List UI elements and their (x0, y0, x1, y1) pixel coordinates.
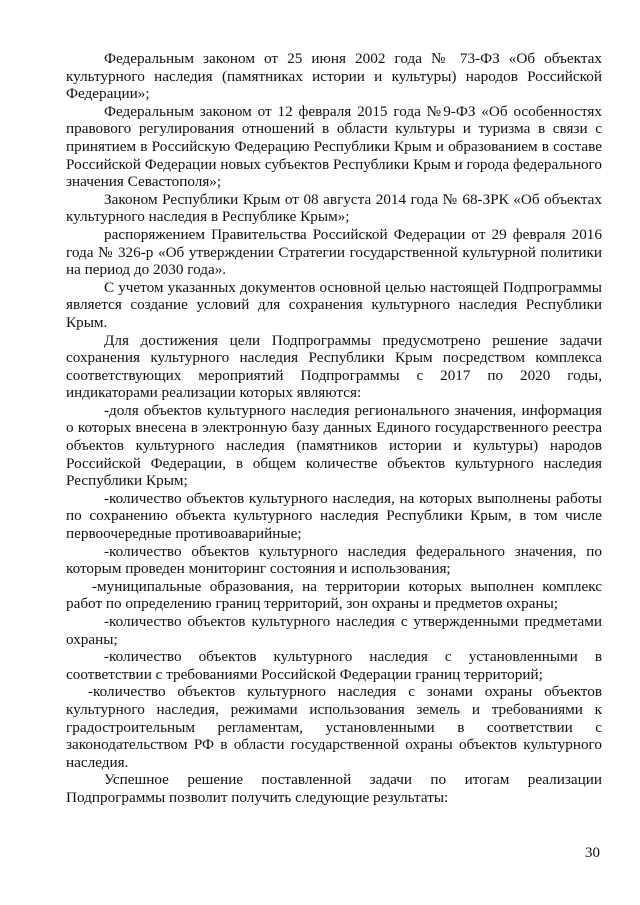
paragraph-federal-law-9fz: Федеральным законом от 12 февраля 2015 года №9-ФЗ «Об особенностях правового регулирования отношений в области культуры и туризма в связи с принятием в Российскую Федерацию Республики Крым и образованием в составе Российской Федерации новых субъектов Республики Крым и города федерального значения Севастополя»; (66, 102, 602, 191)
paragraph-subprogram-goal: С учетом указанных документов основной целью настоящей Подпрограммы является создание условий для сохранения культурного наследия Республики Крым. (66, 278, 602, 331)
page-number: 30 (585, 845, 600, 861)
indicator-item: -количество объектов культурного наследия, на которых выполнены работы по сохранению объекта культурного наследия Республики Крым, в том числе первоочередные противоаварийные; (66, 489, 602, 543)
paragraph-federal-law-73fz: Федеральным законом от 25 июня 2002 года № 73-ФЗ «Об объектах культурного наследия (памятниках истории и культуры) народов Российской Федерации»; (66, 50, 602, 103)
paragraph-subprogram-task: Для достижения цели Подпрограммы предусмотрено решение задачи сохранения культурного наследия Республики Крым посредством комплекса соответствующих мероприятий Подпрограммы с 2017 по 2020 годы, индикаторами реализации которых являются: (66, 331, 602, 402)
indicator-item: -количество объектов культурного наследия федерального значения, по которым проведен мониторинг состояния и использования; (66, 542, 602, 578)
paragraph-expected-results: Успешное решение поставленной задачи по итогам реализации Подпрограммы позволит получить следующие результаты: (66, 771, 602, 806)
indicator-item: -доля объектов культурного наследия регионального значения, информация о которых внесена в электронную базу данных Единого государственного реестра объектов культурного наследия (памятников истории и культуры) народов Российской Федерации, в общем количестве объектов культурного наследия Республики Крым; (66, 401, 602, 490)
document-page (66, 50, 602, 807)
indicator-item: -количество объектов культурного наследия с утвержденными предметами охраны; (66, 613, 602, 648)
indicator-item: -количество объектов культурного наследия с установленными в соответствии с требованиями Российской Федерации границ территорий; (66, 648, 602, 683)
indicator-item: -количество объектов культурного наследия с зонами охраны объектов культурного наследия, режимами использования земель и требованиями к градостроительным регламентам, установленными в соответствии с законодательством РФ в области государственной охраны объектов культурного наследия. (66, 683, 602, 771)
paragraph-crimea-law-68zrk: Законом Республики Крым от 08 августа 2014 года № 68-ЗРК «Об объектах культурного наследия в Республике Крым»; (66, 190, 602, 226)
paragraph-government-order-326r: распоряжением Правительства Российской Федерации от 29 февраля 2016 года № 326-р «Об утверждении Стратегии государственной культурной политики на период до 2030 года». (66, 225, 602, 279)
indicator-item: -муниципальные образования, на территории которых выполнен комплекс работ по определению границ территорий, зон охраны и предметов охраны; (66, 577, 602, 613)
